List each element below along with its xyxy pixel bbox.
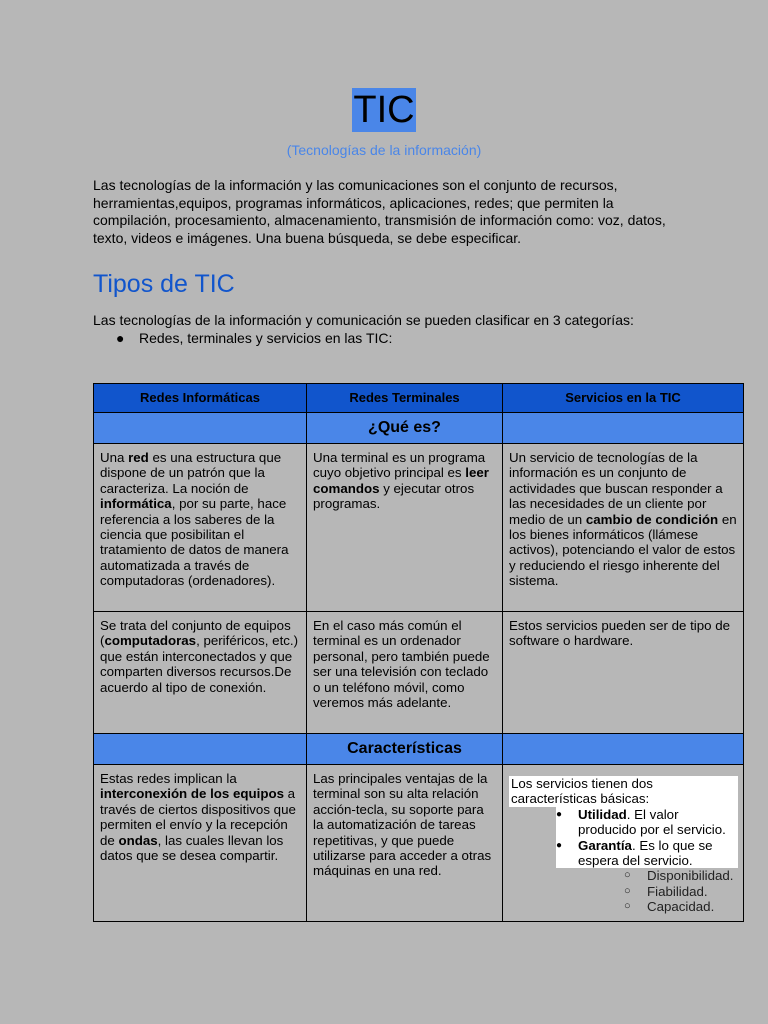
- servicios-list: [556, 807, 736, 869]
- section-cell-empty: [94, 734, 307, 765]
- table-row: [94, 612, 744, 734]
- document-title: TIC: [353, 89, 415, 131]
- servicios-list-box: [556, 807, 738, 869]
- section-text: Las tecnologías de la información y comunicación se pueden clasificar en 3 categorías:: [93, 312, 634, 328]
- servicios-intro: Los servicios tienen dos características básicas:: [509, 776, 738, 807]
- list-item: ● Utilidad. El valor producido por el servicio.: [556, 807, 736, 838]
- title-wrap: [0, 88, 768, 132]
- bullet-item: [116, 330, 392, 346]
- header-redes-informaticas: Redes Informáticas: [94, 384, 307, 413]
- table-header-row: [94, 384, 744, 413]
- section-cell-empty: [503, 413, 744, 444]
- cell-terminal-ventajas: Las principales ventajas de la terminal son su alta relación acción-tecla, su soporte para la automatización de tareas repetitivas, y que puede utilizarse para acceder a otras máquinas en una red.: [307, 765, 503, 922]
- cell-terminal-definicion: Una terminal es un programa cuyo objetivo principal es leer comandos y ejecutar otros programas.: [307, 444, 503, 612]
- cell-servicio-definicion: Un servicio de tecnologías de la información es un conjunto de actividades que buscan responder a las necesidades de un cliente por medio de un cambio de condición en los bienes informáticos (llámese activos), potenciando el valor de estos y reduciendo el riesgo inherente del sistema.: [503, 444, 744, 612]
- table-row: [94, 765, 744, 922]
- section-label-caracteristicas: Características: [307, 734, 503, 765]
- cell-servicio-tipo: Estos servicios pueden ser de tipo de software o hardware.: [503, 612, 744, 734]
- list-item: ○ Fiabilidad.: [624, 884, 737, 899]
- cell-red-conjunto: Se trata del conjunto de equipos (computadoras, periféricos, etc.) que están interconectados y que comparten diversos recursos.De acuerdo al tipo de conexión.: [94, 612, 307, 734]
- document-subtitle: (Tecnologías de la información): [286, 142, 482, 158]
- section-cell-empty: [503, 734, 744, 765]
- intro-paragraph: Las tecnologías de la información y las comunicaciones son el conjunto de recursos, herramientas,equipos, programas informáticos, aplicaciones, redes; que permiten la compilación, procesamiento, almacenamiento, transmisión de información como: voz, datos, texto, videos e imágenes. Una buena búsqueda, se debe especificar.: [93, 177, 666, 246]
- cell-servicio-caracteristicas: [503, 765, 744, 922]
- tic-table: [93, 383, 744, 922]
- list-item: ○ Capacidad.: [624, 899, 737, 914]
- cell-red-caracteristicas: Estas redes implican la interconexión de los equipos a través de ciertos dispositivos que permiten el envío y la recepción de ondas, las cuales llevan los datos que se desea compartir.: [94, 765, 307, 922]
- section-cell-empty: [94, 413, 307, 444]
- header-servicios: Servicios en la TIC: [503, 384, 744, 413]
- list-item: ● Garantía. Es lo que se espera del servicio.: [556, 838, 736, 869]
- section-row-que-es: [94, 413, 744, 444]
- section-label-que-es: ¿Qué es?: [307, 413, 503, 444]
- cell-terminal-caso: En el caso más común el terminal es un ordenador personal, pero también puede ser una televisión con teclado o un teléfono móvil, como veremos más adelante.: [307, 612, 503, 734]
- servicios-sublist: [509, 868, 737, 914]
- bullet-text: Redes, terminales y servicios en las TIC:: [139, 330, 393, 346]
- cell-red-definicion: Una red es una estructura que dispone de un patrón que la caracteriza. La noción de informática, por su parte, hace referencia a los saberes de la ciencia que posibilitan el tratamiento de datos de manera automatizada a través de computadoras (ordenadores).: [94, 444, 307, 612]
- bullet-icon: ●: [116, 330, 125, 346]
- section-row-caracteristicas: [94, 734, 744, 765]
- table-row: [94, 444, 744, 612]
- list-item: ○ Disponibilidad.: [624, 868, 737, 883]
- header-redes-terminales: Redes Terminales: [307, 384, 503, 413]
- section-heading: Tipos de TIC: [93, 270, 235, 298]
